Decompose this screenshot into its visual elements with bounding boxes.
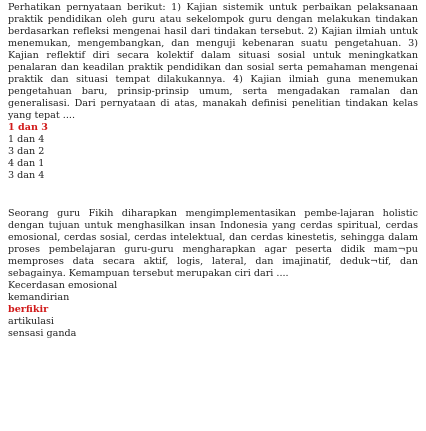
question-1-option-c: 3 dan 2 <box>8 146 45 157</box>
question-1-option-e: 3 dan 4 <box>8 170 45 181</box>
question-1 <box>8 2 418 182</box>
question-1-option-a-answer: 1 dan 3 <box>8 122 48 133</box>
question-1-option-d: 4 dan 1 <box>8 158 45 169</box>
question-2-option-b: kemandirian <box>8 292 70 303</box>
question-1-options <box>8 122 418 182</box>
question-1-text: Perhatikan pernyataan berikut: 1) Kajian sistemik untuk perbaikan pelaksanaan praktik pendidikan oleh guru atau sekelompok guru dengan melakukan tindakan berdasarkan refleksi mengenai hasil dari tindakan tersebut. 2) Kajian ilmiah untuk menemukan, mengembangkan, dan menguji kebenaran suatu pengetahuan. 3) Kajian reflektif diri secara kolektif dalam situasi sosial untuk meningkatkan penalaran dan keadilan praktik pendidikan dan sosial serta pemahaman mengenai praktik dan situasi tempat dilakukannya. 4) Kajian ilmiah guna menemukan pengetahuan baru, prinsip-prinsip umum, serta mengadakan ramalan dan generalisasi. Dari pernyataan di atas, manakah definisi penelitian tindakan kelas yang tepat .... <box>8 2 418 121</box>
question-2-option-a: Kecerdasan emosional <box>8 280 118 291</box>
question-2 <box>8 208 418 340</box>
question-2-text: Seorang guru Fikih diharapkan mengimplementasikan pembe-lajaran holistic dengan tujuan untuk menghasilkan insan Indonesia yang cerdas spiritual, cerdas emosional, cerdas sosial, cerdas intelektual, dan cerdas kinestetis, sehingga dalam proses pembelajaran guru-guru mengharapkan agar peserta didik mam¬pu memproses data secara aktif, logis, lateral, dan imajinatif, deduk¬tif, dan sebagainya. Kemampuan tersebut merupakan ciri dari .... <box>8 208 418 279</box>
question-2-options <box>8 280 418 340</box>
question-1-option-b: 1 dan 4 <box>8 134 45 145</box>
question-2-option-c-answer: berfikir <box>8 304 49 315</box>
question-separator <box>8 182 418 208</box>
question-2-option-e: sensasi ganda <box>8 328 77 339</box>
question-2-option-d: artikulasi <box>8 316 55 327</box>
